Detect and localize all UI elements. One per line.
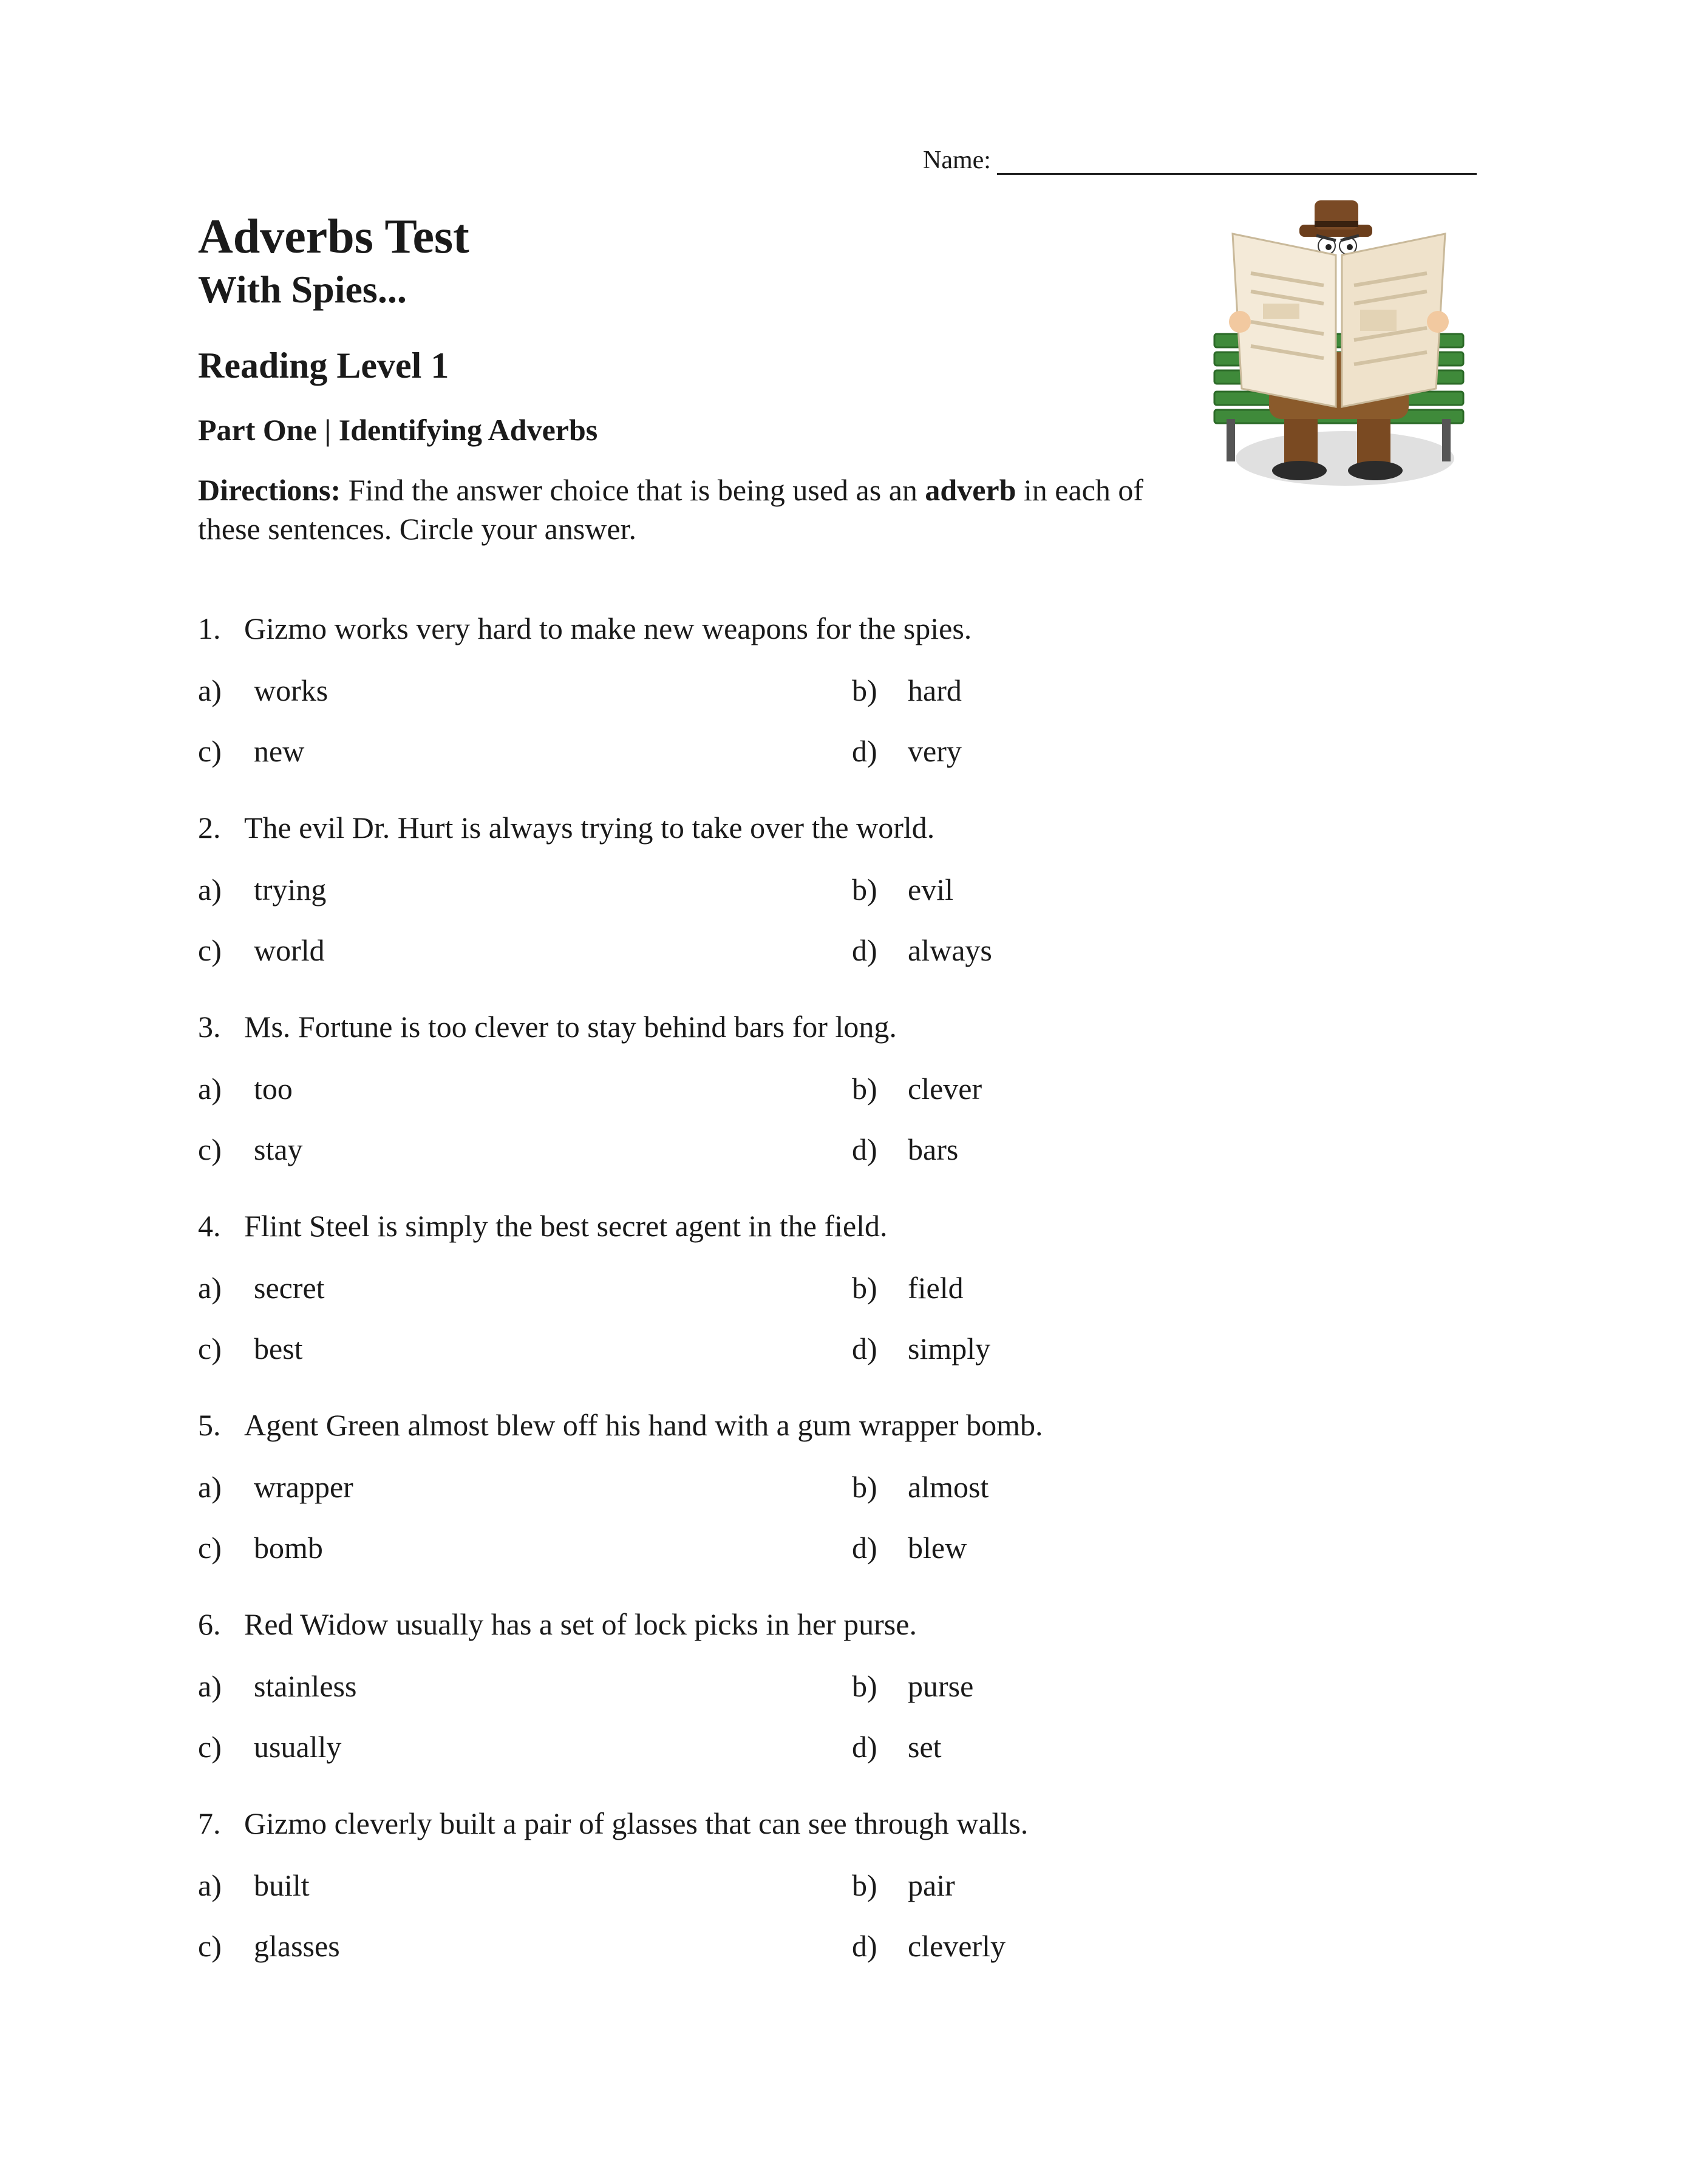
choice-letter: b) (852, 1271, 877, 1305)
choice-letter: c) (198, 1332, 222, 1366)
choice-text: stainless (254, 1669, 357, 1703)
choice-text: too (254, 1072, 293, 1106)
choice-3d[interactable] (852, 1134, 958, 1165)
question-7 (198, 1808, 1028, 1839)
question-4 (198, 1211, 888, 1241)
choice-letter: a) (198, 1271, 222, 1305)
choice-letter: b) (852, 873, 877, 907)
choice-text: works (254, 673, 328, 707)
choice-1d[interactable] (852, 736, 962, 766)
choice-letter: c) (198, 1531, 222, 1565)
directions-text-before: Find the answer choice that is being used as an (341, 473, 925, 507)
question-2 (198, 812, 934, 843)
choice-6a[interactable] (198, 1671, 356, 1701)
choice-text: simply (908, 1332, 991, 1366)
choice-text: pair (908, 1868, 955, 1902)
choice-letter: a) (198, 873, 222, 907)
choice-5c[interactable] (198, 1533, 323, 1563)
choice-1b[interactable] (852, 675, 962, 706)
choice-letter: d) (852, 1132, 877, 1166)
choice-text: built (254, 1868, 310, 1902)
question-3 (198, 1012, 897, 1042)
choice-letter: a) (198, 1072, 222, 1106)
choice-5d[interactable] (852, 1533, 967, 1563)
choice-text: always (908, 933, 992, 967)
choice-text: secret (254, 1271, 325, 1305)
name-field[interactable] (923, 146, 1477, 175)
choice-letter: c) (198, 1929, 222, 1963)
choice-6d[interactable] (852, 1732, 942, 1762)
choice-text: wrapper (254, 1470, 353, 1504)
name-label: Name: (923, 146, 991, 174)
choice-letter: d) (852, 1531, 877, 1565)
choice-2b[interactable] (852, 874, 953, 905)
choice-letter: a) (198, 1470, 222, 1504)
choice-text: cleverly (908, 1929, 1006, 1963)
choice-letter: c) (198, 1730, 222, 1764)
choice-7b[interactable] (852, 1870, 955, 1900)
question-number: 1. (198, 611, 221, 645)
choice-6b[interactable] (852, 1671, 973, 1701)
question-number: 7. (198, 1806, 221, 1840)
choice-3c[interactable] (198, 1134, 303, 1165)
choice-4d[interactable] (852, 1333, 990, 1364)
question-text: Red Widow usually has a set of lock picks in her purse. (244, 1607, 917, 1641)
choice-letter: d) (852, 1332, 877, 1366)
question-text: Flint Steel is simply the best secret agent in the field. (244, 1209, 888, 1243)
question-number: 6. (198, 1607, 221, 1641)
name-blank-line[interactable] (997, 149, 1477, 175)
choice-text: bomb (254, 1531, 323, 1565)
directions-label: Directions: (198, 473, 341, 507)
spy-reading-newspaper-icon (1208, 200, 1469, 492)
directions-keyword: adverb (925, 473, 1016, 507)
choice-letter: b) (852, 1669, 877, 1703)
choice-letter: d) (852, 1929, 877, 1963)
choice-7a[interactable] (198, 1870, 310, 1900)
choice-4c[interactable] (198, 1333, 303, 1364)
choice-text: clever (908, 1072, 982, 1106)
choice-text: blew (908, 1531, 967, 1565)
choice-4b[interactable] (852, 1273, 964, 1303)
choice-letter: a) (198, 673, 222, 707)
choice-letter: b) (852, 1868, 877, 1902)
part-heading: Part One | Identifying Adverbs (198, 413, 598, 447)
choice-3a[interactable] (198, 1073, 293, 1104)
question-number: 3. (198, 1010, 221, 1044)
choice-text: evil (908, 873, 953, 907)
choice-letter: c) (198, 933, 222, 967)
choice-letter: b) (852, 1072, 877, 1106)
choice-letter: c) (198, 1132, 222, 1166)
choice-letter: c) (198, 734, 222, 768)
question-text: Agent Green almost blew off his hand with a gum wrapper bomb. (244, 1408, 1043, 1442)
question-text: Ms. Fortune is too clever to stay behind bars for long. (244, 1010, 897, 1044)
page-subtitle: With Spies... (198, 268, 407, 311)
choice-6c[interactable] (198, 1732, 341, 1762)
question-number: 4. (198, 1209, 221, 1243)
choice-text: almost (908, 1470, 989, 1504)
directions-text-after: in each of these sentences. Circle your answer. (198, 473, 1144, 546)
choice-7c[interactable] (198, 1931, 340, 1961)
choice-text: hard (908, 673, 962, 707)
choice-letter: d) (852, 1730, 877, 1764)
question-text: The evil Dr. Hurt is always trying to take over the world. (244, 811, 935, 845)
choice-3b[interactable] (852, 1073, 982, 1104)
choice-5b[interactable] (852, 1472, 989, 1502)
choice-text: bars (908, 1132, 959, 1166)
page-title: Adverbs Test (198, 210, 469, 264)
choice-2d[interactable] (852, 935, 992, 965)
choice-text: trying (254, 873, 327, 907)
choice-text: best (254, 1332, 303, 1366)
choice-4a[interactable] (198, 1273, 325, 1303)
choice-text: usually (254, 1730, 342, 1764)
question-6 (198, 1609, 917, 1639)
question-text: Gizmo works very hard to make new weapons for the spies. (244, 611, 972, 645)
directions-paragraph (198, 471, 1169, 548)
choice-letter: a) (198, 1868, 222, 1902)
choice-text: new (254, 734, 305, 768)
choice-text: very (908, 734, 962, 768)
choice-text: world (254, 933, 325, 967)
reading-level-heading: Reading Level 1 (198, 345, 449, 386)
choice-7d[interactable] (852, 1931, 1006, 1961)
question-1 (198, 613, 972, 644)
question-number: 2. (198, 811, 221, 845)
question-5 (198, 1410, 1043, 1440)
choice-text: field (908, 1271, 964, 1305)
choice-text: purse (908, 1669, 974, 1703)
choice-text: set (908, 1730, 942, 1764)
question-number: 5. (198, 1408, 221, 1442)
choice-1a[interactable] (198, 675, 328, 706)
choice-text: stay (254, 1132, 303, 1166)
choice-letter: d) (852, 933, 877, 967)
choice-text: glasses (254, 1929, 340, 1963)
choice-5a[interactable] (198, 1472, 353, 1502)
question-text: Gizmo cleverly built a pair of glasses that can see through walls. (244, 1806, 1029, 1840)
choice-1c[interactable] (198, 736, 304, 766)
choice-letter: a) (198, 1669, 222, 1703)
choice-2c[interactable] (198, 935, 325, 965)
choice-letter: b) (852, 1470, 877, 1504)
choice-letter: d) (852, 734, 877, 768)
choice-letter: b) (852, 673, 877, 707)
choice-2a[interactable] (198, 874, 326, 905)
